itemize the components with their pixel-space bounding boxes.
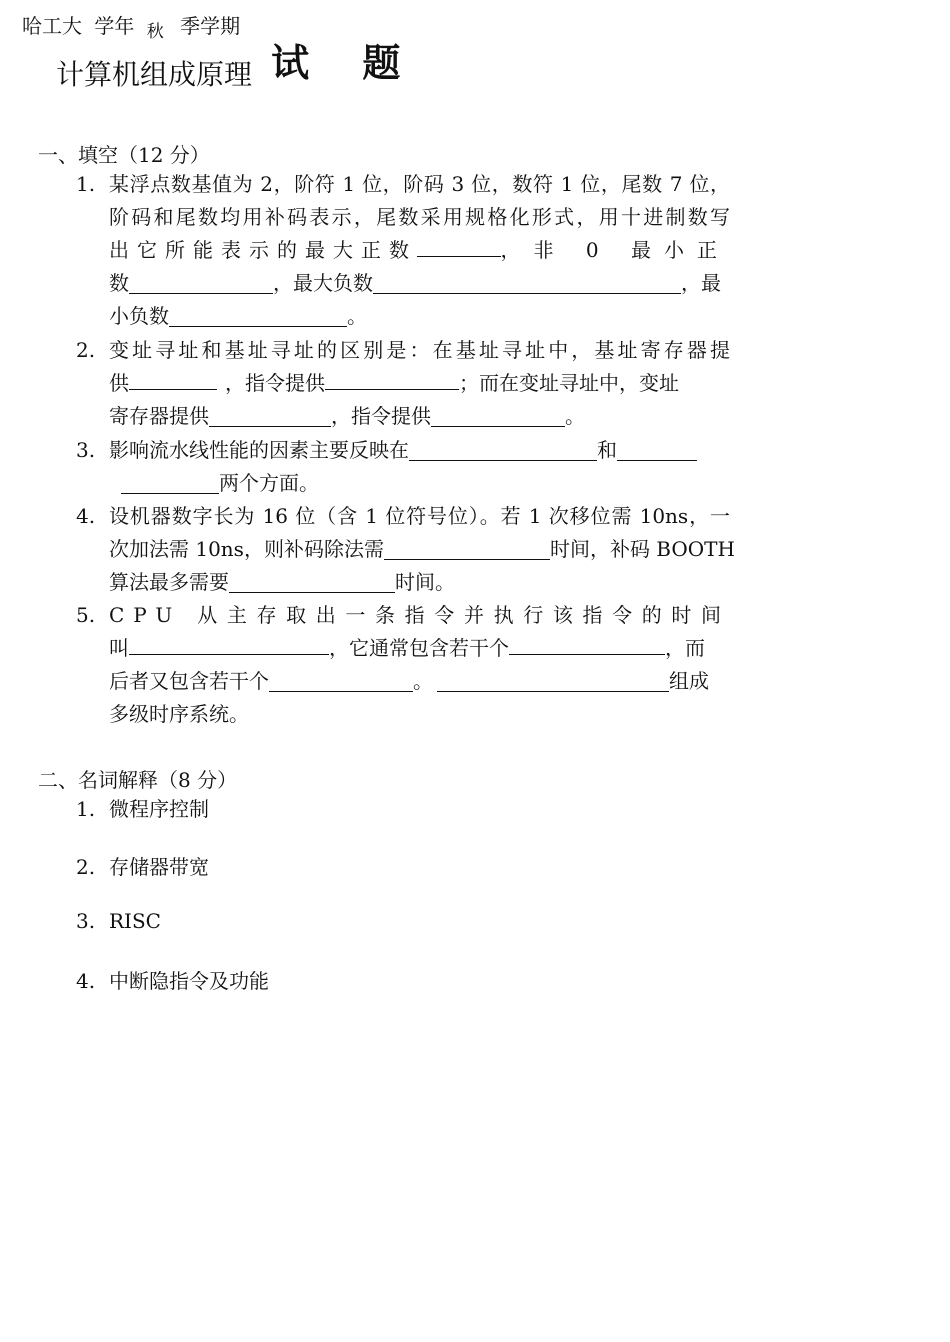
question-text: 时间，补码 BOOTH bbox=[549, 537, 735, 561]
course-name: 计算机组成原理 bbox=[56, 58, 253, 91]
answer-blank[interactable] bbox=[129, 632, 329, 655]
question-text: CPU 从主存取出一条指令并执行该指令的时间 bbox=[109, 603, 730, 627]
answer-blank[interactable] bbox=[129, 271, 273, 294]
term-text: RISC bbox=[109, 909, 161, 933]
question-text: 变址寻址和基址寻址的区别是：在基址寻址中，基址寄存器提 bbox=[109, 338, 730, 362]
answer-blank[interactable] bbox=[121, 471, 219, 494]
answer-blank[interactable] bbox=[129, 367, 217, 390]
term-label: 季学期 bbox=[180, 14, 241, 38]
question-3 bbox=[76, 434, 730, 500]
answer-blank[interactable] bbox=[437, 669, 669, 692]
answer-blank[interactable] bbox=[209, 404, 331, 427]
answer-blank[interactable] bbox=[384, 537, 550, 560]
answer-blank[interactable] bbox=[169, 304, 347, 327]
answer-blank[interactable] bbox=[229, 570, 395, 593]
question-number: 1. bbox=[76, 172, 96, 196]
term-item bbox=[76, 965, 269, 994]
question-1 bbox=[76, 168, 730, 333]
question-text: 时间。 bbox=[395, 570, 455, 594]
term-text: 存储器带宽 bbox=[109, 855, 209, 879]
question-text: 阶码和尾数均用补码表示，尾数采用规格化形式，用十进制数写 bbox=[109, 205, 730, 229]
answer-blank[interactable] bbox=[373, 271, 681, 294]
question-text: 组成 bbox=[669, 669, 709, 693]
term-text: 中断隐指令及功能 bbox=[109, 969, 269, 993]
question-text: 叫 bbox=[109, 636, 129, 660]
question-text: ，指令提供 bbox=[331, 404, 431, 428]
answer-blank[interactable] bbox=[431, 404, 565, 427]
exam-header bbox=[22, 10, 241, 42]
season: 秋 bbox=[146, 22, 164, 42]
question-number: 4. bbox=[76, 504, 96, 528]
question-text: 后者又包含若干个 bbox=[109, 669, 269, 693]
question-text: 。 bbox=[413, 669, 433, 693]
question-text: 和 bbox=[597, 438, 617, 462]
question-text: ，最 bbox=[681, 271, 721, 295]
question-5 bbox=[76, 599, 730, 731]
question-text: 设机器数字长为 16 位（含 1 位符号位）。若 1 次移位需 10ns，一 bbox=[109, 504, 730, 528]
term-number: 4. bbox=[76, 969, 96, 993]
term-item bbox=[76, 851, 209, 880]
term-number: 3. bbox=[76, 909, 96, 933]
question-text: ，最大负数 bbox=[273, 271, 373, 295]
school-name: 哈工大 bbox=[22, 14, 82, 38]
question-text: 。 bbox=[565, 404, 585, 428]
question-text: ；而在变址寻址中，变址 bbox=[459, 371, 679, 395]
question-text: ，指令提供 bbox=[225, 371, 325, 395]
question-text: 两个方面。 bbox=[219, 471, 319, 495]
answer-blank[interactable] bbox=[269, 669, 413, 692]
section-terms-title: 二、名词解释（8 分） bbox=[38, 768, 238, 792]
answer-blank[interactable] bbox=[409, 438, 597, 461]
question-text: ，而 bbox=[665, 636, 705, 660]
answer-blank[interactable] bbox=[417, 234, 501, 257]
question-text: 寄存器提供 bbox=[109, 404, 209, 428]
question-text: ，它通常包含若干个 bbox=[329, 636, 509, 660]
section-fill-blank-title: 一、填空（12 分） bbox=[38, 143, 210, 167]
question-text: ，非 0 最小正 bbox=[500, 238, 730, 262]
question-2 bbox=[76, 334, 730, 433]
title-row bbox=[56, 40, 420, 95]
question-text: 出它所能表示的最大正数 bbox=[109, 238, 417, 262]
question-text: 某浮点数基值为 2，阶符 1 位，阶码 3 位，数符 1 位，尾数 7 位， bbox=[109, 172, 730, 196]
term-item bbox=[76, 909, 161, 933]
academic-year: 学年 bbox=[94, 14, 135, 38]
question-text: 小负数 bbox=[109, 304, 169, 328]
term-text: 微程序控制 bbox=[109, 797, 209, 821]
answer-blank[interactable] bbox=[617, 438, 697, 461]
question-text: 数 bbox=[109, 271, 129, 295]
question-text: 影响流水线性能的因素主要反映在 bbox=[109, 438, 409, 462]
exam-title: 试 题 bbox=[271, 41, 421, 85]
question-4 bbox=[76, 500, 735, 599]
question-text: 供 bbox=[109, 371, 129, 395]
question-text: 多级时序系统。 bbox=[109, 702, 249, 726]
question-text: 。 bbox=[347, 304, 367, 328]
term-item bbox=[76, 793, 209, 822]
question-text: 次加法需 10ns，则补码除法需 bbox=[109, 537, 384, 561]
question-number: 5. bbox=[76, 603, 96, 627]
question-text: 算法最多需要 bbox=[109, 570, 229, 594]
question-number: 2. bbox=[76, 338, 96, 362]
question-number: 3. bbox=[76, 438, 96, 462]
term-number: 1. bbox=[76, 797, 96, 821]
term-number: 2. bbox=[76, 855, 96, 879]
answer-blank[interactable] bbox=[325, 367, 459, 390]
answer-blank[interactable] bbox=[509, 632, 665, 655]
